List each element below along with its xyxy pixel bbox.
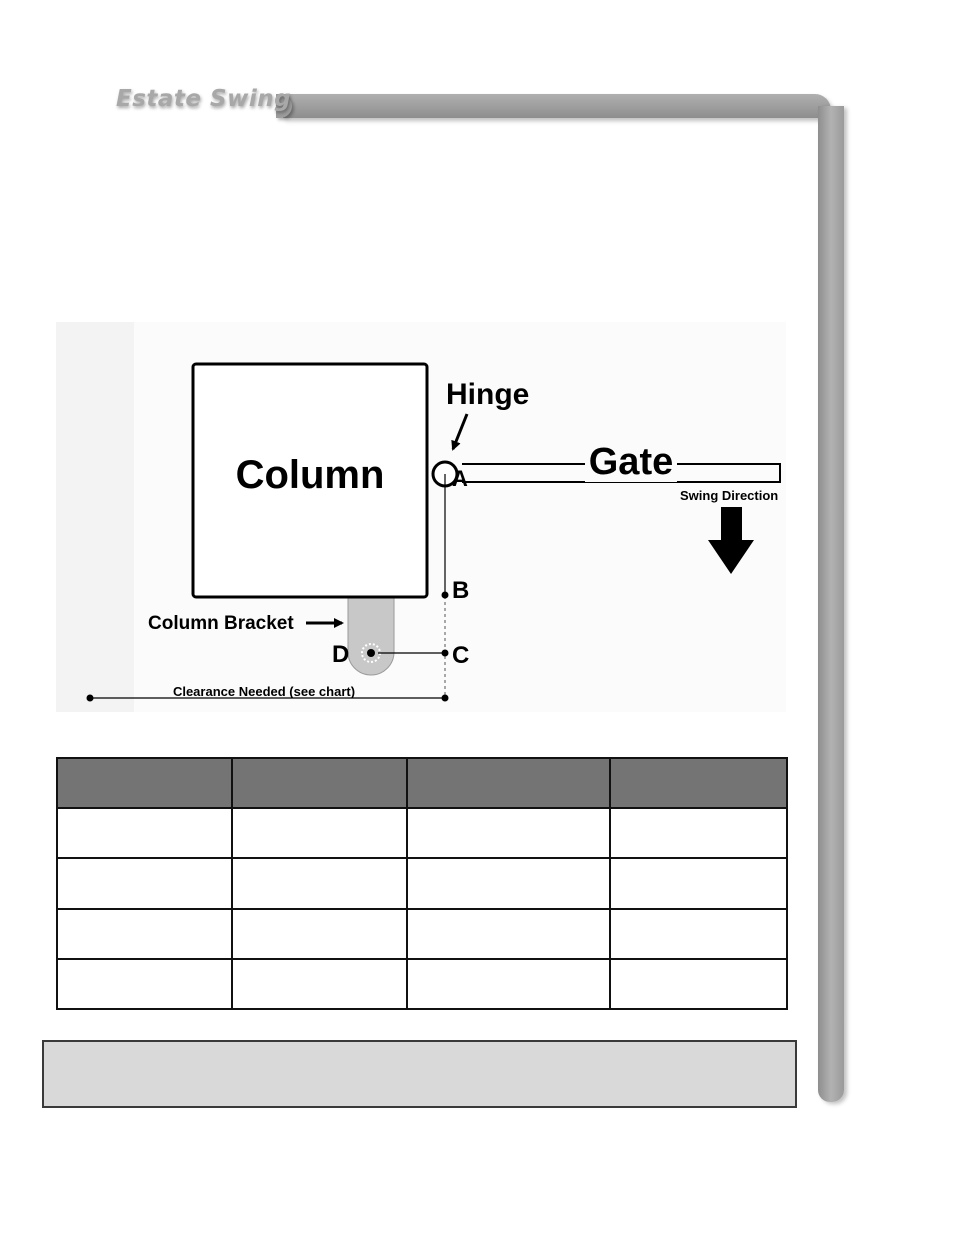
table-header-cell	[232, 758, 407, 808]
table-cell	[57, 808, 232, 858]
point-b-marker	[442, 592, 449, 599]
installation-diagram	[56, 322, 786, 712]
table-cell	[232, 909, 407, 959]
table-cell	[610, 909, 787, 959]
table-cell	[407, 959, 610, 1009]
point-a-label: A	[452, 466, 468, 491]
table-cell	[232, 808, 407, 858]
swing-direction-arrow-icon	[708, 507, 754, 574]
note-box	[42, 1040, 797, 1108]
table-cell	[610, 959, 787, 1009]
table-header-cell	[610, 758, 787, 808]
hinge-arrow	[453, 414, 467, 449]
table-cell	[57, 959, 232, 1009]
table-row	[57, 959, 787, 1009]
column-bracket	[348, 598, 394, 675]
clearance-end-marker	[442, 695, 449, 702]
clearance-label: Clearance Needed (see chart)	[172, 684, 356, 699]
hinge-label: Hinge	[446, 378, 530, 411]
section-title: Estate Swing	[116, 86, 292, 112]
gate-label: Gate	[588, 441, 674, 483]
table-row	[57, 909, 787, 959]
point-c-label: C	[452, 642, 470, 669]
table-cell	[407, 858, 610, 908]
point-c-marker	[442, 650, 449, 657]
table-cell	[57, 909, 232, 959]
table-cell	[610, 858, 787, 908]
table-cell	[57, 858, 232, 908]
point-d-label: D	[332, 641, 350, 668]
column-label: Column	[235, 453, 385, 497]
diagram-canvas	[56, 322, 786, 712]
clearance-chart	[56, 757, 788, 1010]
table-cell	[610, 808, 787, 858]
clearance-start-marker	[87, 695, 94, 702]
table-cell	[232, 959, 407, 1009]
table-header-row	[57, 758, 787, 808]
table-cell	[407, 808, 610, 858]
table-row	[57, 858, 787, 908]
table-cell	[232, 858, 407, 908]
point-b-label: B	[452, 577, 470, 604]
column-bracket-label: Column Bracket	[148, 613, 294, 634]
table-cell	[407, 909, 610, 959]
swing-direction-label: Swing Direction	[680, 488, 779, 503]
table-header-cell	[407, 758, 610, 808]
table-row	[57, 808, 787, 858]
header-frame-bar	[283, 94, 831, 118]
table-header-cell	[57, 758, 232, 808]
side-frame-bar	[818, 106, 844, 1102]
